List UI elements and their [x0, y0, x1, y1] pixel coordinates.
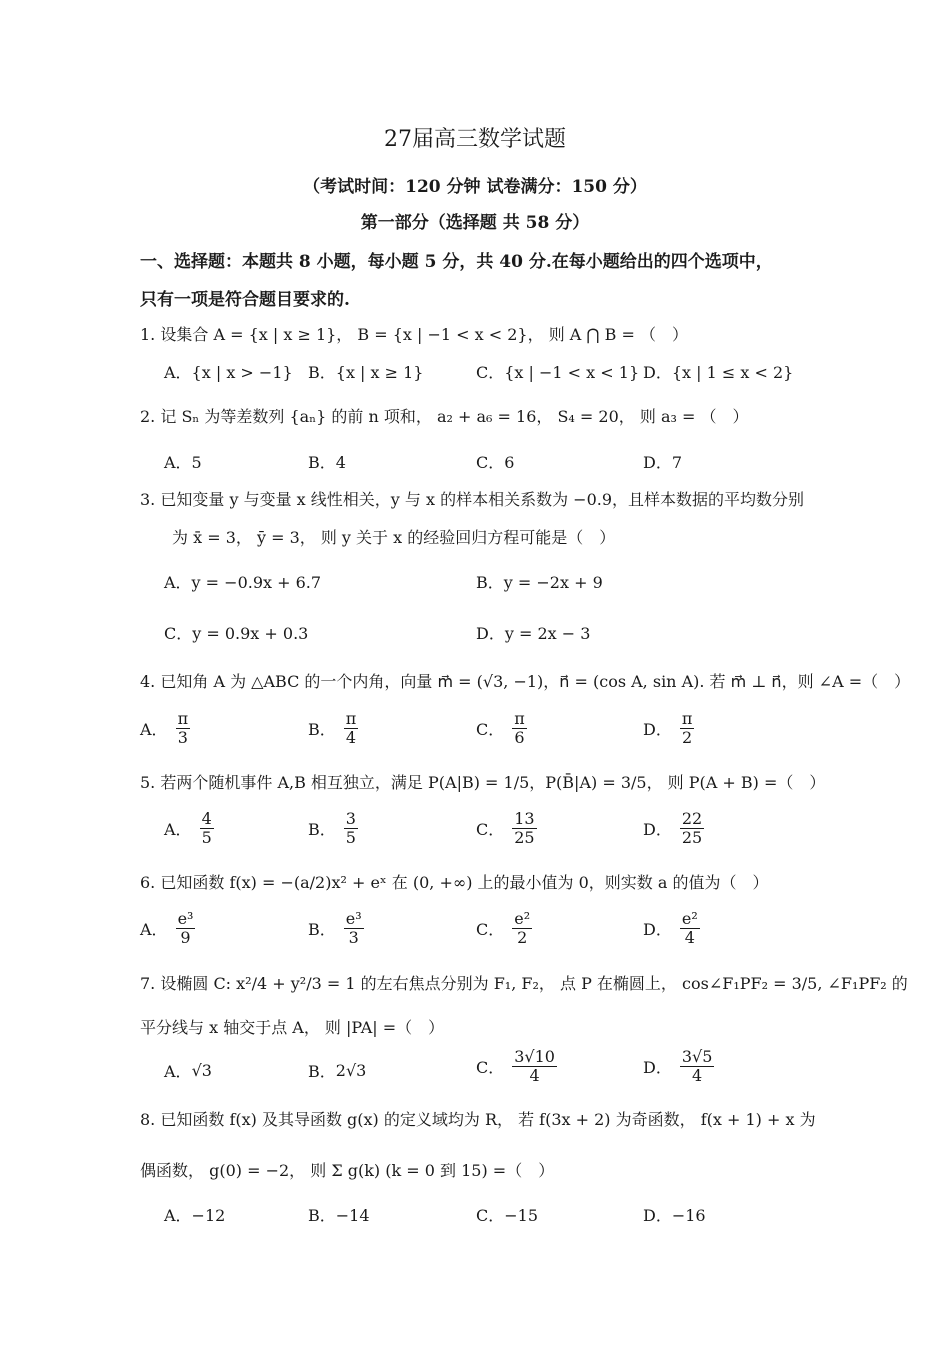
exam-info: （考试时间：120 分钟 试卷满分：150 分） — [303, 177, 647, 197]
q5-option-b — [308, 810, 358, 848]
q7-option-d — [643, 1048, 714, 1086]
q2-option-a: A．5 — [164, 453, 202, 472]
q7-option-c-label: C． — [476, 1058, 505, 1078]
q6-option-d-num: e² — [681, 909, 698, 928]
q6-option-d-fraction — [680, 910, 700, 948]
question-8-stem-line2: 偶函数， g(0) = −2， 则 Σ g(k) (k = 0 到 15) =（ ） — [140, 1161, 555, 1180]
q6-option-d-den: 4 — [684, 928, 695, 948]
question-7-stem-line2: 平分线与 x 轴交于点 A， 则 |PA| =（ ） — [140, 1018, 445, 1037]
q3-option-b: B．y = −2x + 9 — [476, 573, 603, 592]
q5-option-c-den: 25 — [514, 828, 535, 848]
q5-option-d-num: 22 — [681, 809, 703, 828]
q8-option-a: A．−12 — [164, 1206, 226, 1225]
q5-option-b-fraction — [344, 810, 358, 848]
q4-option-a-num: π — [177, 709, 189, 728]
section-instruction-line1: 一、选择题：本题共 8 小题，每小题 5 分，共 40 分.在每小题给出的四个选项中， — [140, 252, 773, 272]
question-1-stem: 1. 设集合 A = {x | x ≥ 1}， B = {x | −1 < x < 2}， 则 A ⋂ B = （ ） — [140, 325, 688, 344]
q2-option-d: D．7 — [643, 453, 683, 472]
q6-option-d-label: D． — [643, 920, 672, 940]
question-6-stem: 6. 已知函数 f(x) = −(a/2)x² + eˣ 在 (0, +∞) 上的最小值为 0，则实数 a 的值为（ ） — [140, 873, 769, 892]
q6-option-b — [308, 910, 364, 948]
q3-option-a: A．y = −0.9x + 6.7 — [164, 573, 322, 592]
q4-option-d-num: π — [681, 709, 693, 728]
q5-option-a-num: 4 — [201, 809, 212, 828]
q4-option-c-fraction — [512, 710, 527, 748]
q6-option-c-num: e² — [514, 909, 531, 928]
q7-option-a-label: A． — [164, 1062, 192, 1081]
q4-option-b — [308, 710, 358, 748]
q5-option-d — [643, 810, 704, 848]
q1-option-d: D．{x | 1 ≤ x < 2} — [643, 363, 794, 382]
q4-option-a-den: 3 — [177, 728, 188, 748]
q7-option-c-num: 3√10 — [514, 1047, 555, 1066]
q4-option-a-fraction — [176, 710, 191, 748]
q6-option-a-label: A． — [140, 920, 168, 940]
question-8-stem-line1: 8. 已知函数 f(x) 及其导函数 g(x) 的定义域均为 R， 若 f(3x + 2) 为奇函数， f(x + 1) + x 为 — [140, 1110, 816, 1129]
q4-option-b-fraction — [344, 710, 359, 748]
q7-option-a — [164, 1059, 212, 1082]
q7-option-b-label: B． — [308, 1062, 336, 1081]
q5-option-a-fraction — [200, 810, 214, 848]
q4-option-b-den: 4 — [345, 728, 357, 748]
part-title: 第一部分（选择题 共 58 分） — [360, 213, 590, 233]
question-3-stem-line2: 为 x̄ = 3， ȳ = 3， 则 y 关于 x 的经验回归方程可能是（ ） — [172, 528, 616, 547]
q7-option-c-den: 4 — [529, 1066, 540, 1086]
question-5-stem: 5. 若两个随机事件 A,B 相互独立，满足 P(A|B) = 1/5，P(B̄|A) = 3/5， 则 P(A + B) =（ ） — [140, 773, 826, 792]
q1-option-b: B．{x | x ≥ 1} — [308, 363, 424, 382]
q5-option-a-den: 5 — [201, 828, 212, 848]
q5-option-b-num: 3 — [345, 809, 356, 828]
q6-option-a — [140, 910, 195, 948]
q1-option-a: A．{x | x > −1} — [164, 363, 293, 382]
q7-option-c-fraction — [512, 1048, 557, 1086]
q4-option-a-label: A． — [140, 720, 168, 740]
q3-option-c: C．y = 0.9x + 0.3 — [164, 624, 309, 643]
q4-option-b-label: B． — [308, 720, 336, 740]
q8-option-d: D．−16 — [643, 1206, 706, 1225]
q7-option-d-den: 4 — [692, 1066, 703, 1086]
q6-option-c-fraction — [512, 910, 532, 948]
q4-option-c-num: π — [514, 709, 525, 728]
q3-option-d: D．y = 2x − 3 — [476, 624, 591, 643]
q5-option-c — [476, 810, 537, 848]
q4-option-a — [140, 710, 190, 748]
q5-option-b-den: 5 — [345, 828, 356, 848]
q6-option-b-den: 3 — [348, 928, 359, 948]
q2-option-c: C．6 — [476, 453, 515, 472]
q5-option-a — [164, 810, 214, 848]
q6-option-b-label: B． — [308, 920, 336, 940]
q6-option-a-den: 9 — [180, 928, 191, 948]
q5-option-c-num: 13 — [514, 809, 535, 828]
q7-option-d-fraction — [680, 1048, 715, 1086]
q6-option-b-fraction — [344, 910, 364, 948]
q5-option-d-fraction — [680, 810, 704, 848]
q2-option-b: B．4 — [308, 453, 346, 472]
q5-option-a-label: A． — [164, 820, 192, 840]
q7-option-d-num: 3√5 — [681, 1047, 713, 1066]
q6-option-c-den: 2 — [517, 928, 528, 948]
section-instruction-line2: 只有一项是符合题目要求的. — [140, 290, 350, 310]
q6-option-b-num: e³ — [345, 909, 362, 928]
q4-option-d-fraction — [680, 710, 695, 748]
q8-option-b: B．−14 — [308, 1206, 370, 1225]
q7-option-b-value: 2√3 — [335, 1061, 367, 1080]
exam-title: 27届高三数学试题 — [384, 127, 566, 152]
q6-option-d — [643, 910, 700, 948]
q5-option-d-label: D． — [643, 820, 672, 840]
q4-option-c-label: C． — [476, 720, 505, 740]
q6-option-c — [476, 910, 532, 948]
q5-option-d-den: 25 — [681, 828, 703, 848]
q7-option-d-label: D． — [643, 1058, 672, 1078]
q6-option-a-fraction — [176, 910, 196, 948]
question-7-stem-line1: 7. 设椭圆 C: x²/4 + y²/3 = 1 的左右焦点分别为 F₁, F₂， 点 P 在椭圆上， cos∠F₁PF₂ = 3/5, ∠F₁PF₂ 的 — [140, 974, 908, 993]
q1-option-c: C．{x | −1 < x < 1} — [476, 363, 640, 382]
q4-option-b-num: π — [345, 709, 357, 728]
question-2-stem: 2. 记 Sₙ 为等差数列 {aₙ} 的前 n 项和， a₂ + a₆ = 16， S₄ = 20， 则 a₃ = （ ） — [140, 407, 749, 426]
q8-option-c: C．−15 — [476, 1206, 539, 1225]
q4-option-d-label: D． — [643, 720, 672, 740]
q7-option-a-value: √3 — [191, 1061, 212, 1080]
q5-option-c-label: C． — [476, 820, 505, 840]
q4-option-d-den: 2 — [682, 728, 693, 748]
q4-option-c-den: 6 — [514, 728, 525, 748]
q6-option-a-num: e³ — [177, 909, 194, 928]
q5-option-b-label: B． — [308, 820, 336, 840]
question-3-stem-line1: 3. 已知变量 y 与变量 x 线性相关，y 与 x 的样本相关系数为 −0.9，且样本数据的平均数分别 — [140, 490, 805, 509]
q7-option-c — [476, 1048, 557, 1086]
q5-option-c-fraction — [512, 810, 536, 848]
q4-option-c — [476, 710, 527, 748]
question-4-stem: 4. 已知角 A 为 △ABC 的一个内角，向量 m⃗ = (√3, −1)，n⃗ = (cos A, sin A). 若 m⃗ ⊥ n⃗，则 ∠A =（ ） — [140, 672, 911, 691]
q6-option-c-label: C． — [476, 920, 505, 940]
q4-option-d — [643, 710, 694, 748]
q7-option-b — [308, 1059, 366, 1082]
